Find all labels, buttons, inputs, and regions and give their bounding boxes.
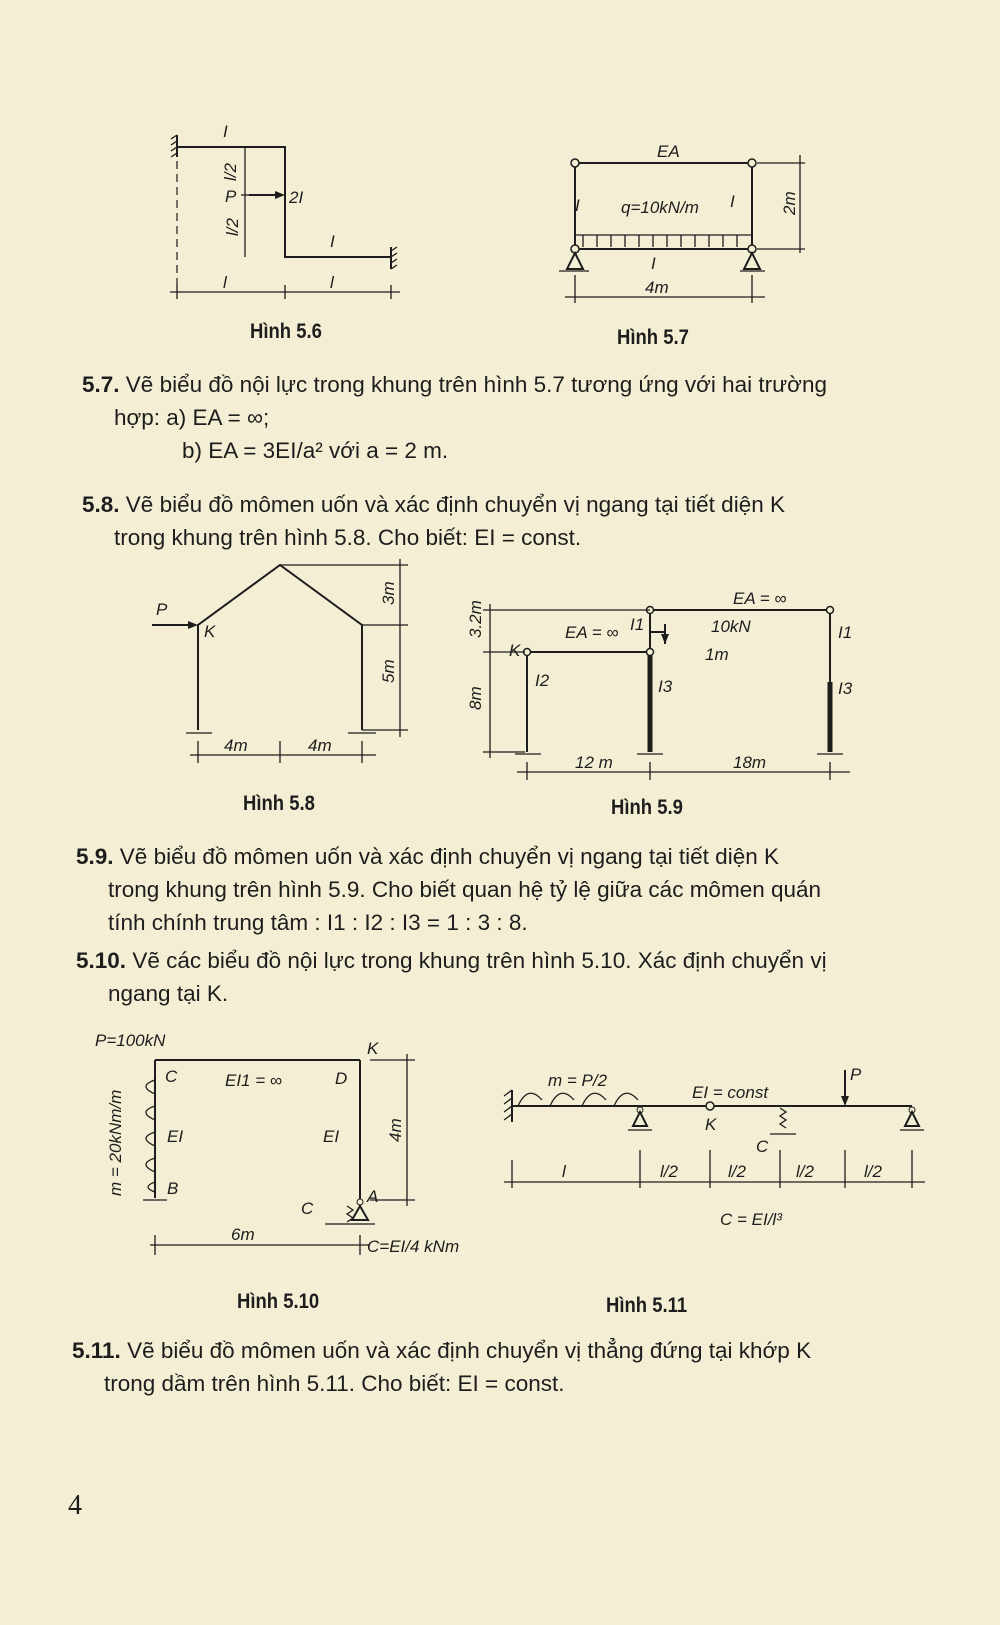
label-l2b: l/2	[728, 1162, 746, 1181]
caption-5-9: Hình 5.9	[611, 796, 683, 819]
label-w-right: 4m	[308, 736, 332, 755]
label-i-top: I	[223, 122, 228, 141]
problem-5-10	[76, 944, 966, 1010]
problem-number: 5.10.	[76, 948, 127, 973]
label-ea-top: EA = ∞	[733, 589, 787, 608]
problem-number: 5.8.	[82, 492, 120, 517]
problem-text: Vẽ biểu đồ mômen uốn và xác định chuyển vị ngang tại tiết diện K	[125, 492, 785, 517]
beam-diagram-5-11	[500, 1060, 950, 1250]
label-span: 4m	[645, 278, 669, 297]
label-k: K	[367, 1039, 379, 1058]
label-h-top: 3m	[379, 581, 398, 605]
label-h: 4m	[386, 1118, 405, 1142]
load-arrows	[583, 235, 737, 247]
figure-5-10	[95, 1030, 495, 1270]
problem-text: trong khung trên hình 5.9. Cho biết quan hệ tỷ lệ giữa các mômen quán	[108, 877, 822, 902]
label-ea-left: EA = ∞	[565, 623, 619, 642]
label-l2a: l/2	[660, 1162, 678, 1181]
page-number: 4	[68, 1490, 82, 1521]
problem-text: trong dầm trên hình 5.11. Cho biết: EI = const.	[104, 1371, 565, 1396]
frame-diagram-5-9	[465, 582, 865, 792]
label-i-beam: I	[651, 254, 656, 273]
problem-5-11	[72, 1334, 962, 1400]
label-i2: I2	[535, 671, 550, 690]
label-k: K	[509, 641, 521, 660]
problem-5-9	[76, 840, 966, 939]
label-i-left: I	[575, 196, 580, 215]
label-i1a: I1	[630, 615, 645, 634]
label-a: A	[367, 1187, 379, 1206]
label-arm: 1m	[705, 645, 729, 664]
figure-5-6	[165, 122, 425, 315]
label-c: C	[165, 1067, 178, 1086]
figure-5-9	[465, 582, 865, 792]
problem-text: Vẽ các biểu đồ nội lực trong khung trên hình 5.10. Xác định chuyển vị	[132, 948, 827, 973]
label-l2-bot: l/2	[223, 218, 242, 236]
problem-text: tính chính trung tâm : I1 : I2 : I3 = 1 : 3 : 8.	[108, 910, 528, 935]
label-p: P	[850, 1065, 862, 1084]
label-w12: 12 m	[575, 753, 613, 772]
caption-5-11: Hình 5.11	[606, 1294, 688, 1317]
label-l-left: l	[223, 273, 227, 292]
label-c2: C	[301, 1199, 314, 1218]
label-p: P=100kN	[95, 1031, 166, 1050]
label-w18: 18m	[733, 753, 767, 772]
label-m: m = P/2	[548, 1071, 608, 1090]
problem-number: 5.11.	[72, 1338, 121, 1363]
label-ei1: EI1 = ∞	[225, 1071, 283, 1090]
label-l2-top: l/2	[221, 163, 240, 181]
problem-text: Vẽ biểu đồ nội lực trong khung trên hình 5.7 tương ứng với hai trường	[125, 372, 827, 397]
caption-5-10: Hình 5.10	[237, 1290, 320, 1313]
label-c: C	[756, 1137, 769, 1156]
problem-text: Vẽ biểu đồ mômen uốn và xác định chuyển vị ngang tại tiết diện K	[119, 844, 779, 869]
frame-diagram-5-7	[545, 135, 825, 315]
label-height: 2m	[780, 191, 799, 215]
problem-text: trong khung trên hình 5.8. Cho biết: EI = const.	[114, 525, 582, 550]
label-h8: 8m	[466, 686, 485, 710]
problem-text: ngang tại K.	[108, 981, 229, 1006]
problem-text: b) EA = 3EI/a² với a = 2 m.	[182, 438, 449, 463]
label-h-bot: 5m	[379, 659, 398, 683]
label-q: m = 20kNm/m	[106, 1089, 125, 1196]
frame-diagram-5-6	[165, 122, 425, 315]
label-p: P	[156, 600, 168, 619]
caption-5-8: Hình 5.8	[243, 792, 315, 815]
label-load: 10kN	[711, 617, 751, 636]
label-b: B	[167, 1179, 179, 1198]
problem-5-8	[82, 488, 962, 554]
frame-diagram-5-10	[95, 1030, 495, 1270]
problem-text: Vẽ biểu đồ mômen uốn và xác định chuyển vị thẳng đứng tại khớp K	[127, 1338, 812, 1363]
label-c-eq: C = EI/l³	[720, 1210, 782, 1229]
label-d: D	[335, 1069, 348, 1088]
label-ea: EA	[657, 142, 680, 161]
label-l2c: l/2	[796, 1162, 814, 1181]
label-p: P	[225, 187, 237, 206]
label-2i: 2I	[289, 188, 304, 207]
label-w-left: 4m	[224, 736, 248, 755]
caption-5-6: Hình 5.6	[250, 320, 322, 343]
label-i-right: I	[730, 192, 735, 211]
figure-5-11	[500, 1060, 950, 1250]
problem-text: hợp: a) EA = ∞;	[114, 405, 270, 430]
label-i3a: I3	[658, 677, 673, 696]
figure-5-8	[150, 555, 420, 780]
label-h32: 3.2m	[466, 600, 485, 638]
figure-5-7	[545, 135, 825, 315]
label-spring: C=EI/4 kNm	[367, 1237, 460, 1256]
label-k: K	[705, 1115, 717, 1134]
label-i1b: I1	[838, 623, 853, 642]
label-w: 6m	[231, 1225, 255, 1244]
label-i-low: I	[330, 232, 335, 251]
label-l: l	[562, 1162, 566, 1181]
label-ei-right: EI	[323, 1127, 340, 1146]
problem-number: 5.9.	[76, 844, 114, 869]
label-ei-left: EI	[167, 1127, 184, 1146]
label-load: q=10kN/m	[621, 198, 699, 217]
label-k: K	[204, 622, 216, 641]
problem-number: 5.7.	[82, 372, 120, 397]
label-l2d: l/2	[864, 1162, 882, 1181]
frame-diagram-5-8	[150, 555, 420, 780]
label-ei: EI = const	[692, 1083, 769, 1102]
label-l-right: l	[330, 273, 334, 292]
label-i3b: I3	[838, 679, 853, 698]
problem-5-7	[82, 368, 962, 467]
caption-5-7: Hình 5.7	[617, 326, 689, 349]
